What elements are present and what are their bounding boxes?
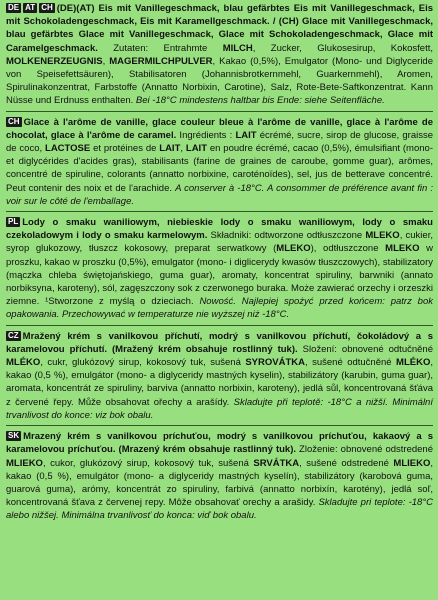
bold-text: LAIT bbox=[159, 143, 181, 155]
country-tag: SK bbox=[8, 431, 20, 441]
body-text: , sušené odtučněné bbox=[304, 357, 397, 369]
storage-note: A conserver à -18°C. A consommer de préférence avant fin : voir sur le côté de l'emballage. bbox=[6, 182, 433, 207]
body-text: , bbox=[180, 143, 186, 155]
bold-text: SRVÁTKA bbox=[253, 457, 300, 469]
country-tag: CZ bbox=[8, 330, 19, 340]
bold-text: MLÉKO bbox=[6, 357, 41, 369]
bold-text: MAGERMILCHPULVER bbox=[109, 55, 213, 67]
bold-text: Lody o smaku waniliowym, niebieskie lody o smaku waniliowym, lody o smaku czekoladowym i lody o smaku karmelowym. bbox=[6, 217, 433, 242]
bold-text: MLIEKO bbox=[393, 457, 431, 469]
bold-text: Mrazený krém s vanilkovou príchuťou, modrý s vanilkovou príchuťou, kakaový a s karamelovou príchuťou. (Mrazený krém obsahuje rastlinný tuk). bbox=[6, 431, 433, 456]
body-text: , cukr, glukózový sirup, kokosový tuk, sušená bbox=[40, 357, 246, 369]
bold-text: Glace à l'arôme de vanille, glace couleur bleue à l'arôme de vanille, glace à l'arôme de chocolat, glace à l'arôme de caramel. bbox=[6, 116, 433, 141]
body-text: Zutaten: Entrahmte bbox=[97, 42, 223, 54]
body-text: , bbox=[102, 55, 110, 67]
section-divider bbox=[6, 111, 433, 112]
body-text: , cukor, glukózový sirup, kokosový tuk, sušená bbox=[42, 457, 254, 469]
section-ch-fr bbox=[6, 116, 433, 208]
section-divider bbox=[6, 325, 433, 326]
section-de-at-ch bbox=[6, 2, 433, 108]
body-text: , Kakao (0,5%), Emulgator (Mono- und Diglyceride von Speisefettsäuren), Stabilisatoren (Johannisbrotkernmehl, Guarkernmehl), Aromen, Spirulinakonzentrat, Farbstoffe (Annatto Norbixin, Carotine), Salz, Rote-Bete-Saftkonzentrat. Kann Nüsse und Erdnuss enthalten. bbox=[6, 55, 434, 107]
body-text: , kakao (0,5 %), emulgátor (mono- a diglyceridy mastných kyselín), stabilizátory (karobová guma, guarová guma), arómy, koncentrát zo spiruliny, farbivá (annatto norbixín, karotény), jedlá soľ, koncentrovaná šťava z červenej repy. Môže obsahovať orechy a arašidy. bbox=[6, 457, 433, 509]
section-sk bbox=[6, 430, 433, 522]
bold-text: MLEKO bbox=[385, 243, 420, 255]
bold-text: LAIT bbox=[185, 143, 207, 155]
bold-text: Mražený krém s vanilkovou příchutí, modrý s vanilkovou příchutí, čokoládový a s karamelovou příchutí. (Mražený krém obsahuje rostlinný tuk). bbox=[6, 330, 433, 355]
body-text: , cukier, syrop glukozowy, tłuszcz kokosowy, preparat serwatkowy ( bbox=[6, 230, 433, 255]
country-tag: AT bbox=[25, 3, 36, 12]
body-text: Zloženie: obnovené odstredené bbox=[296, 444, 433, 456]
storage-note: Skladujte při teplotě: -18°C a nižší. Minimální trvanlivost do konce: viz bok obalu. bbox=[6, 396, 433, 421]
body-text: Ingrédients : bbox=[176, 129, 236, 141]
body-text: Składniki: odtworzone odtłuszczone bbox=[207, 230, 366, 242]
storage-note: Nowość. Najlepiej spożyć przed końcem: patrz bok opakowania. Przechowywać w temperaturze nie wyższej niż -18°C. bbox=[6, 296, 433, 321]
body-text: , kakao (0,5 %), emulgátor (mono- a diglyceridy mastných kyselin), stabilizátory (karubin, guma guar), aromata, koncentrát ze spiruliny, barviva (annatto norbixin, karoteny), jedlá sůl, koncentrovaná šťáva z červené řepy. Může obsahovat ořechy a arašídy. bbox=[6, 357, 433, 408]
storage-note: Skladujte pri teplote: -18°C alebo nižšej. Minimálna trvanlivosť do konca: viď bok obalu. bbox=[6, 497, 433, 522]
body-text: , sušené odstredené bbox=[299, 457, 394, 469]
storage-note: Bei -18°C mindestens haltbar bis Ende: siehe Seitenfläche. bbox=[135, 95, 385, 107]
body-text: Složení: obnovené odtučněné bbox=[297, 343, 433, 355]
bold-text: (DE)(AT) Eis mit Vanillegeschmack, blau gefärbtes Eis mit Vanillegeschmack, Eis mit Schokoladengeschmack, Eis mit Karamellgeschmack. / (CH) Glace mit Vanillegeschmack, blau gefärbtes Glace mit Vanillegeschmack, Glace mit Schokoladengeschmack, Glace mit Caramelgeschmack. bbox=[6, 3, 433, 54]
bold-text: LAIT bbox=[235, 129, 257, 141]
country-tag: PL bbox=[8, 217, 19, 227]
body-text: , Zucker, Glukosesirup, Kokosfett, bbox=[252, 42, 433, 54]
body-text: en poudre écrémé, cacao (0,5%), émulsifiant (mono- et diglycérides d'acides gras), stabilisants (farine de graines de caroube, gomme guar), arômes, concentré de spiruline, colorants (annatto norbixine, caroténoïdes), sel, jus de betterave concentré. Peut contenir des noix et de l'arachide. bbox=[6, 143, 433, 194]
bold-text: MILCH bbox=[222, 42, 253, 54]
bold-text: MLIEKO bbox=[6, 457, 43, 469]
body-text: ), odtłuszczone bbox=[310, 243, 386, 255]
body-text: w proszku, kakao w proszku (0,5%), emulgator (mono- i diglicerydy kwasów tłuszczowych), stabilizatory (mączka chleba świętojańskiego, guma guar), aromaty, koncentrat spiruliny, barwniki (annato norbiksyna, karoteny), sól, zagęszczony sok z czerwonego buraka. Może zawierać orzechy i orzeszki ziemne. bbox=[6, 243, 433, 308]
body-text: écrémé, sucre, sirop de glucose, graisse de coco, bbox=[6, 129, 434, 155]
country-tag: CH bbox=[41, 3, 53, 12]
body-text: ¹Stworzone z myślą o dzieciach. bbox=[45, 296, 200, 308]
body-text: et protéines de bbox=[90, 143, 160, 155]
bold-text: MLEKO bbox=[276, 243, 311, 255]
bold-text: MLEKO bbox=[365, 230, 400, 242]
section-divider bbox=[6, 425, 433, 426]
country-tag: DE bbox=[8, 3, 20, 12]
section-pl bbox=[6, 216, 433, 322]
bold-text: LACTOSE bbox=[45, 143, 91, 155]
bold-text: MLÉKO bbox=[396, 357, 431, 369]
bold-text: MOLKENERZEUGNIS bbox=[6, 55, 103, 67]
section-divider bbox=[6, 211, 433, 212]
country-tag: CH bbox=[8, 116, 20, 126]
bold-text: SYROVÁTKA bbox=[245, 357, 305, 369]
section-cz bbox=[6, 330, 433, 422]
